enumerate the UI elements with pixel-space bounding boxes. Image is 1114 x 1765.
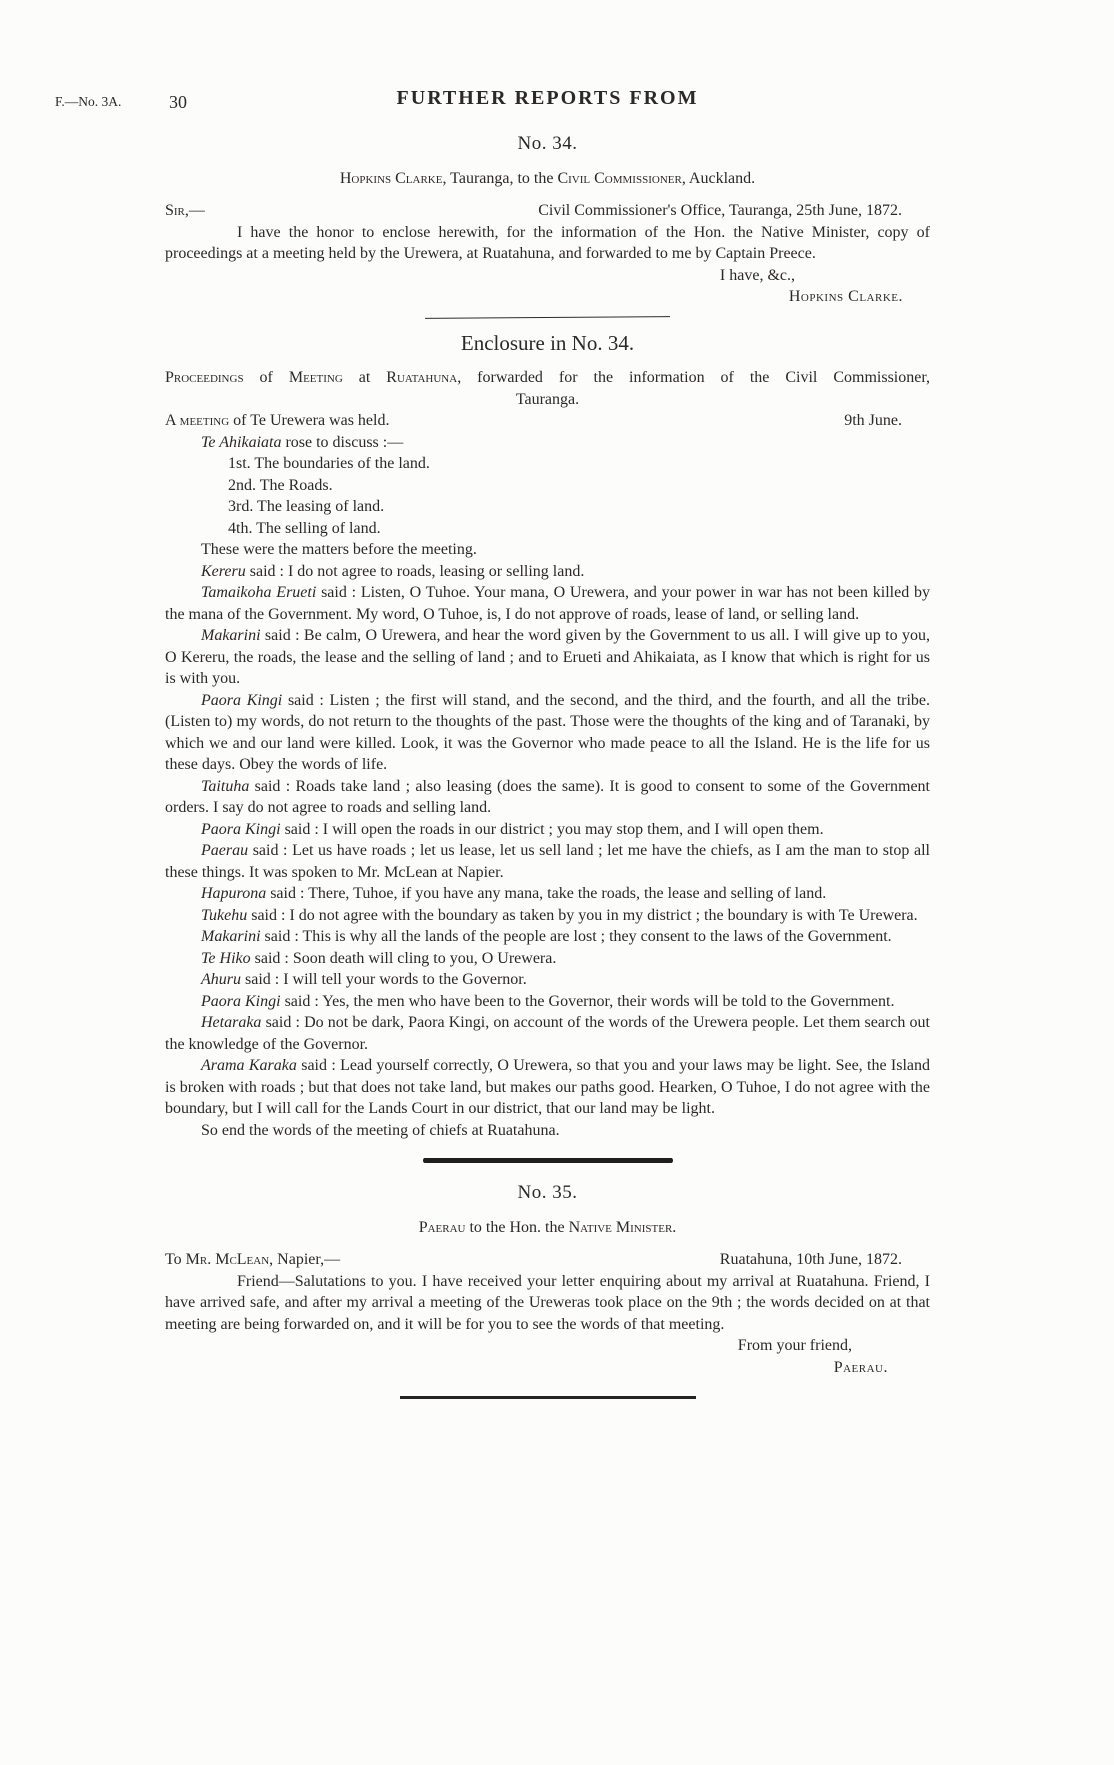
letter-34-signature: Hopkins Clarke.: [788, 288, 903, 305]
speech-text: said : Listen ; the first will stand, and the second, and the third, and the fourth, and all the tribe. (Listen to) my words, do not return to the thoughts of the past. Those were the thoughts of the king and of Taranaki, by which we and our land were killed. Look, it was the Governor who made peace to all the Island. He is the life for us these days. Obey the words of life.: [165, 691, 931, 773]
speech-text: rose to discuss :—: [281, 433, 404, 451]
sender-name: Paerau: [418, 1218, 466, 1236]
speaker-name: Paora Kingi: [201, 992, 281, 1010]
speech-paragraph: [165, 690, 930, 776]
subject-mid-text: to the Hon. the: [465, 1218, 569, 1236]
discussion-opener: [165, 432, 930, 454]
intro-proceedings: Proceedings: [165, 369, 244, 386]
speaker-name: Paerau: [201, 842, 249, 859]
speech-text: said : Soon death will cling to you, O Urewera.: [250, 949, 557, 967]
letter-34-valediction: I have, &c.,: [719, 266, 795, 284]
divider-rule: [425, 316, 670, 319]
letter-35-body: Friend—Salutations to you. I have received your letter enquiring about my arrival at Ruatahuna. Friend, I have arrived safe, and after my arrival a meeting of the Ureweras took place on the 9th ; the words decided on at that meeting are being forwarded on, and it will be for you to see the words of that meeting.: [165, 1272, 930, 1333]
enclosure-heading: Enclosure in No. 34.: [460, 330, 635, 355]
speech-text: said : Yes, the men who have been to the Governor, their words will be told to the Government.: [280, 992, 895, 1010]
speaker-name: Arama Karaka: [201, 1057, 297, 1074]
running-title: FURTHER REPORTS FROM: [396, 87, 699, 109]
speech-paragraph: [165, 625, 930, 690]
letter-35-subject-line: [165, 1217, 930, 1239]
addressee-name: Mr. McLean: [185, 1251, 270, 1268]
closing-line: So end the words of the meeting of chiefs at Ruatahuna.: [201, 1121, 560, 1139]
letter-35-signature: Paerau.: [833, 1358, 888, 1376]
speech-text: said : I do not agree with the boundary as taken by you in my district ; the boundary is with Te Urewera.: [247, 906, 918, 924]
speech-text: said : I will tell your words to the Governor.: [241, 971, 527, 988]
addressee-dateline-row: [165, 1249, 930, 1271]
speech-paragraph: [165, 926, 930, 948]
speech-text: said : Do not be dark, Paora Kingi, on account of the words of the Urewera people. Let them search out the knowledge of the Governor.: [165, 1014, 930, 1053]
addressee-post: , Napier,—: [269, 1251, 341, 1268]
opening-pre: A: [165, 412, 180, 429]
letter-34-heading: No. 34.: [517, 133, 578, 154]
speaker-name: Hapurona: [201, 885, 267, 902]
speech-paragraph: [165, 1055, 930, 1120]
meeting-date: 9th June.: [844, 412, 902, 429]
speech-paragraph: [165, 776, 930, 819]
speech-paragraph: [165, 883, 930, 905]
intro-mid1: of: [243, 369, 289, 386]
speaker-name: Kereru: [201, 562, 246, 580]
letter-no-35: [165, 1182, 930, 1399]
agenda-close-line: These were the matters before the meeting.: [201, 541, 477, 558]
speaker-name: Makarini: [201, 627, 261, 644]
agenda-item: 1st. The boundaries of the land.: [228, 455, 430, 472]
speaker-name: Paora Kingi: [201, 820, 281, 838]
intro-end: , forwarded for the information of the Civil Commissioner,: [457, 369, 931, 386]
speech-text: said : There, Tuhoe, if you have any mana, take the roads, the lease and selling of land.: [266, 885, 827, 902]
meeting-opening-text: [165, 410, 389, 432]
speech-text: said : Listen, O Tuhoe. Your mana, O Urewera, and your power in war has not been killed by the mana of the Government. My word, O Tuhoe, is, I do not approve of roads, lease of land, or selling land.: [165, 584, 930, 623]
page-header: [55, 87, 930, 114]
enclosure-intro-place-line: Tauranga.: [515, 390, 580, 408]
salutation-dateline-row: [165, 200, 930, 222]
letter-35-dateline: Ruatahuna, 10th June, 1872.: [719, 1251, 902, 1268]
speech-text: said : Roads take land ; also leasing (does the same). It is good to consent to some of the Government orders. I say do not agree to roads and selling land.: [165, 777, 930, 816]
opening-post: of Te Urewera was held.: [229, 412, 390, 429]
intro-meeting: Meeting: [288, 369, 343, 386]
recipient-title: Native Minister: [568, 1218, 673, 1236]
page-number: 30: [169, 91, 187, 112]
subject-end-text: , Auckland.: [681, 169, 756, 187]
letter-34-body: I have the honor to enclose herewith, for the information of the Hon. the Native Minister, copy of proceedings at a meeting held by the Urewera, at Ruatahuna, and forwarded to me by Captain Preece.: [165, 223, 930, 262]
letter-34-subject-line: [165, 168, 930, 190]
meeting-opening-row: [165, 410, 930, 432]
speech-paragraph: [165, 582, 930, 625]
subject-mid-text: , Tauranga, to the: [442, 169, 558, 187]
divider-rule-bottom: [400, 1396, 696, 1399]
speech-list: [165, 561, 930, 1120]
speaker-name: Makarini: [201, 928, 261, 945]
opening-meeting-word: meeting: [179, 412, 230, 429]
addressee: [165, 1249, 340, 1271]
agenda-item: 4th. The selling of land.: [228, 519, 381, 537]
salutation: Sir,—: [165, 202, 205, 219]
speech-text: said : Let us have roads ; let us lease, let us sell land ; let me have the chiefs, as I am the man to stop all these things. It was spoken to Mr. McLean at Napier.: [165, 842, 930, 881]
sender-name: Hopkins Clarke: [339, 169, 443, 187]
speech-paragraph: [165, 991, 930, 1013]
speaker-name: Tukehu: [201, 906, 248, 924]
agenda-list: [165, 453, 930, 539]
speech-paragraph: [165, 1012, 930, 1055]
speaker-name: Taituha: [201, 777, 250, 795]
speech-text: said : Lead yourself correctly, O Urewera, so that you and your laws may be light. See, the Island is broken with roads ; but that does not take land, but makes our paths good. Hearken, O Tuhoe, I do not agree with the boundary, but I will call for the Lands Court in our district, that our land may be light.: [165, 1057, 930, 1117]
speech-paragraph: [165, 905, 930, 927]
speech-paragraph: [165, 840, 930, 883]
speaker-name: Tamaikoha Erueti: [201, 584, 317, 601]
speaker-name: Hetaraka: [201, 1014, 262, 1031]
enclosure-intro-line: [165, 367, 930, 389]
agenda-item: 2nd. The Roads.: [228, 476, 333, 494]
speaker-name: Te Hiko: [201, 949, 251, 967]
speaker-name: Ahuru: [201, 971, 241, 988]
intro-place: Ruatahuna: [386, 369, 458, 386]
letter-35-valediction: From your friend,: [737, 1337, 852, 1354]
speech-paragraph: [165, 969, 930, 991]
letter-35-heading: No. 35.: [517, 1182, 578, 1203]
ornamental-rule: [423, 1158, 673, 1163]
enclosure-no-34: [165, 330, 931, 1164]
subject-end-text: .: [672, 1218, 677, 1236]
speech-text: said : This is why all the lands of the people are lost ; they consent to the laws of the Government.: [260, 928, 892, 945]
speech-paragraph: [165, 561, 930, 583]
letter-no-34: [165, 133, 930, 318]
agenda-item: 3rd. The leasing of land.: [228, 498, 385, 515]
addressee-pre: To: [165, 1251, 186, 1268]
speech-paragraph: [165, 819, 930, 841]
speech-paragraph: [165, 948, 930, 970]
speech-text: said : I do not agree to roads, leasing or selling land.: [245, 562, 585, 580]
speaker-name: Te Ahikaiata: [201, 433, 282, 451]
document-reference: F.—No. 3A.: [55, 93, 122, 109]
letter-34-dateline: Civil Commissioner's Office, Tauranga, 25th June, 1872.: [538, 202, 902, 219]
recipient-title: Civil Commissioner: [557, 169, 682, 187]
intro-mid2: at: [342, 369, 387, 386]
speaker-name: Paora Kingi: [201, 691, 283, 709]
speech-text: said : Be calm, O Urewera, and hear the word given by the Government to us all. I will give up to you, O Kereru, the roads, the lease and the selling of land ; and to Erueti and Ahikaiata, as I know that which is right for us is with you.: [165, 627, 930, 687]
speech-text: said : I will open the roads in our district ; you may stop them, and I will open them.: [280, 820, 824, 838]
